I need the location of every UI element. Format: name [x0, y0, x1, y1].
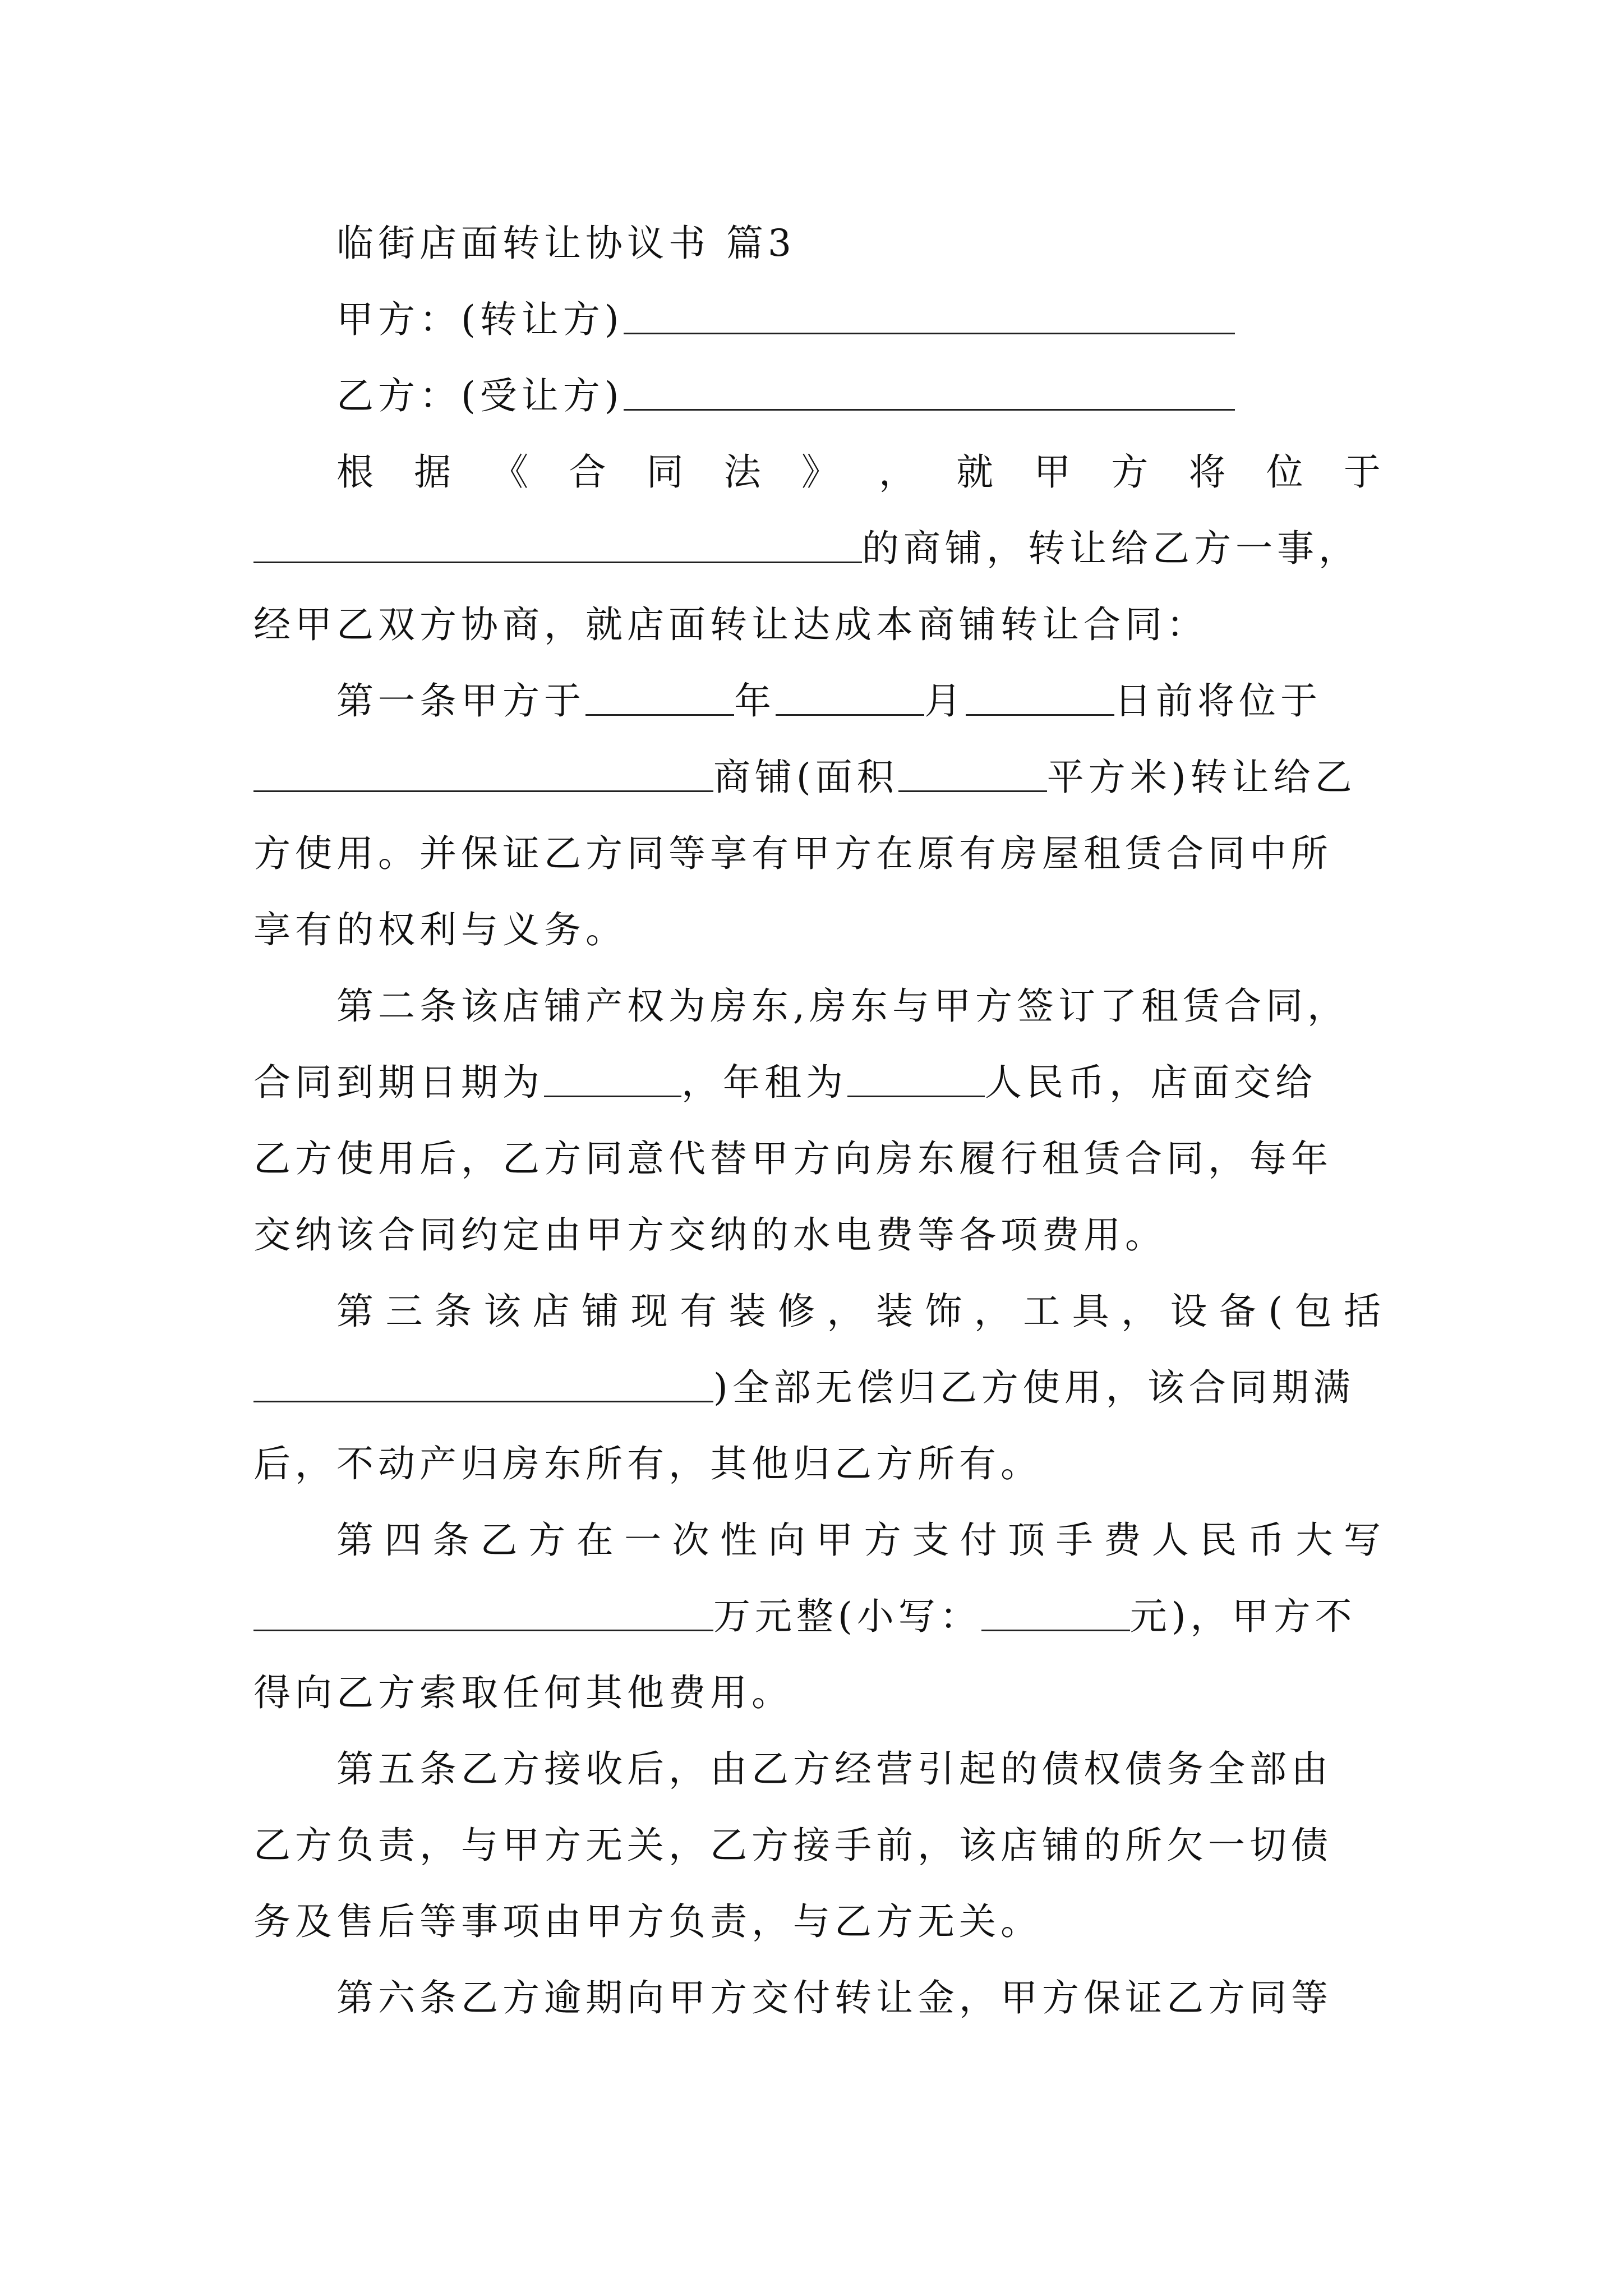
article-2-line-4: 交纳该合同约定由甲方交纳的水电费等各项费用。	[253, 1213, 1166, 1257]
article-4-line-2: 万元整(小写： 元)，甲方不	[253, 1583, 1381, 1650]
blank-day[interactable]	[966, 677, 1114, 716]
article-2-line-2: 合同到期日期为 ，年租为 人民币，店面交给	[253, 1049, 1381, 1116]
preamble-line-2: 的商铺，转让给乙方一事，	[253, 515, 1381, 582]
blank-area[interactable]	[898, 753, 1047, 792]
article-5-line-3: 务及售后等事项由甲方负责，与乙方无关。	[253, 1900, 1042, 1943]
blank-party-b[interactable]	[624, 372, 1235, 411]
article-5-line-1: 第五条乙方接收后，由乙方经营引起的债权债务全部由	[336, 1747, 1332, 1791]
article-6-line-1: 第六条乙方逾期向甲方交付转让金，甲方保证乙方同等	[336, 1976, 1332, 2019]
blank-year[interactable]	[585, 677, 734, 716]
blank-party-a[interactable]	[624, 296, 1235, 334]
blank-shop-location[interactable]	[253, 524, 862, 563]
blank-annual-rent[interactable]	[847, 1059, 985, 1097]
article-2-line-3: 乙方使用后，乙方同意代替甲方向房东履行租赁合同，每年	[253, 1137, 1332, 1180]
article-1-line-1: 第一条甲方于 年 月 日前将位于	[336, 668, 1381, 735]
document-title: 临街店面转让协议书 篇3	[336, 222, 796, 265]
blank-shop-address[interactable]	[253, 753, 713, 792]
article-3-line-3: 后，不动产归房东所有，其他归乙方所有。	[253, 1442, 1042, 1485]
article-4-line-1: 第 四 条 乙 方 在 一 次 性 向 甲 方 支 付 顶 手 费 人 民 币 大 写	[336, 1519, 1381, 1562]
article-1-line-2: 商铺(面积 平方米)转让给乙	[253, 744, 1381, 811]
article-4-line-3: 得向乙方索取任何其他费用。	[253, 1671, 793, 1714]
blank-amount-numeric[interactable]	[981, 1593, 1130, 1631]
party-a-line: 甲方：(转让方)	[336, 286, 1381, 353]
article-3-line-1: 第 三 条 该 店 铺 现 有 装 修 ， 装 饰 ， 工 具 ， 设 备 ( 包 括	[336, 1290, 1381, 1333]
blank-included-items[interactable]	[253, 1364, 713, 1402]
preamble-line-3: 经甲乙双方协商，就店面转让达成本商铺转让合同：	[253, 603, 1208, 646]
article-1-line-3: 方使用。并保证乙方同等享有甲方在原有房屋租赁合同中所	[253, 832, 1332, 875]
article-2-line-1: 第二条该店铺产权为房东,房东与甲方签订了租赁合同，	[336, 984, 1349, 1028]
preamble-line-1: 根 据 《 合 同 法 》 ， 就 甲 方 将 位 于	[336, 450, 1381, 494]
party-b-line: 乙方：(受让方)	[336, 362, 1381, 430]
blank-month[interactable]	[776, 677, 924, 716]
article-1-line-4: 享有的权利与义务。	[253, 908, 627, 951]
blank-expiry-date[interactable]	[544, 1059, 681, 1097]
blank-amount-uppercase[interactable]	[253, 1593, 713, 1631]
article-5-line-2: 乙方负责，与甲方无关，乙方接手前，该店铺的所欠一切债	[253, 1824, 1332, 1867]
article-3-line-2: )全部无偿归乙方使用，该合同期满	[253, 1354, 1381, 1421]
